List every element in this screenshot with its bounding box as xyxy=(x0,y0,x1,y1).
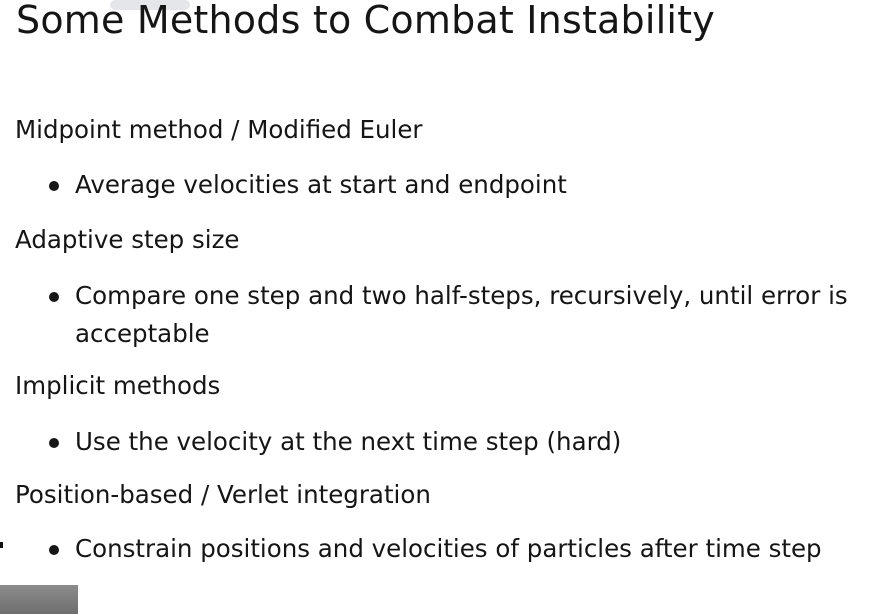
section-heading-midpoint: Midpoint method / Modified Euler xyxy=(15,115,423,144)
bullet-text: Compare one step and two half-steps, recursively, until error is acceptable xyxy=(75,281,848,348)
bullet-item xyxy=(15,277,855,353)
bullet-icon xyxy=(49,292,59,302)
bullet-icon xyxy=(49,545,59,555)
bullet-list-adaptive-step xyxy=(15,277,855,353)
bullet-item xyxy=(15,530,855,568)
bullet-list-midpoint xyxy=(15,166,855,204)
section-heading-verlet: Position-based / Verlet integration xyxy=(15,480,431,509)
bullet-text: Constrain positions and velocities of particles after time step xyxy=(75,534,822,563)
slide-content xyxy=(15,112,855,568)
bullet-text: Use the velocity at the next time step (hard) xyxy=(75,427,622,456)
section-heading-implicit: Implicit methods xyxy=(15,371,221,400)
bullet-text: Average velocities at start and endpoint xyxy=(75,170,567,199)
camera-overlay xyxy=(0,585,78,614)
bullet-item xyxy=(15,423,855,461)
cursor-fragment xyxy=(0,542,3,548)
slide-title: Some Methods to Combat Instability xyxy=(16,0,715,42)
bullet-item xyxy=(15,166,855,204)
bullet-list-verlet xyxy=(15,530,855,568)
bullet-list-implicit xyxy=(15,423,855,461)
section-heading-adaptive-step: Adaptive step size xyxy=(15,225,240,254)
bullet-icon xyxy=(49,438,59,448)
bullet-icon xyxy=(49,181,59,191)
